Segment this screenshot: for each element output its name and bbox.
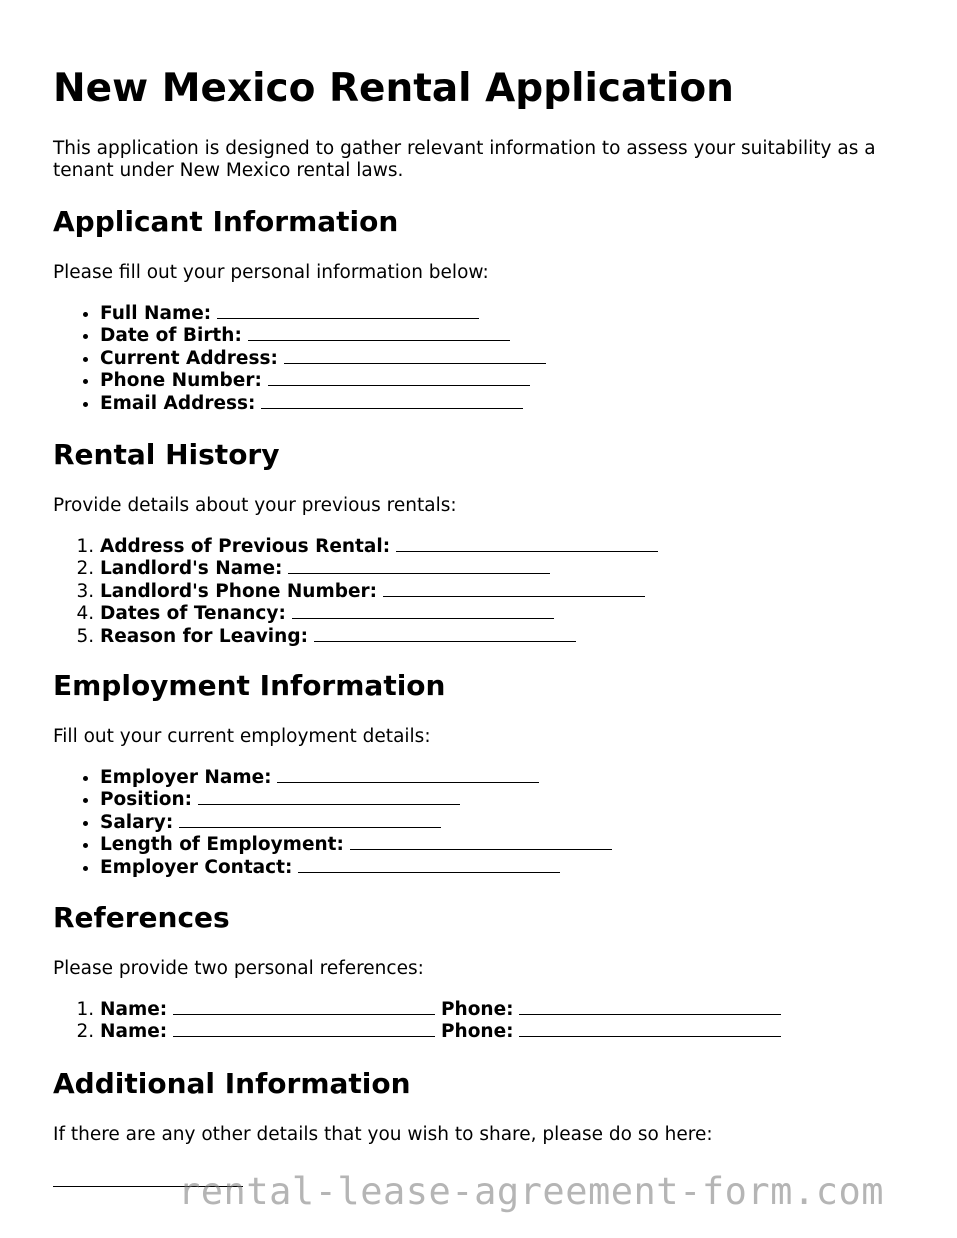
field-label: Length of Employment: <box>100 834 344 856</box>
field-label: Email Address: <box>100 392 256 414</box>
current-address-blank[interactable] <box>284 348 546 364</box>
additional-heading: Additional Information <box>53 1067 411 1100</box>
rental-history-prompt: Provide details about your previous rentals: <box>53 495 457 516</box>
applicant-heading: Applicant Information <box>53 205 399 238</box>
ref-phone-label: Phone: <box>440 999 514 1020</box>
reference-2-name-blank[interactable] <box>173 1021 435 1037</box>
list-item <box>100 303 546 325</box>
email-address-blank[interactable] <box>261 393 523 409</box>
list-item <box>100 767 612 789</box>
intro-text: This application is designed to gather relevant information to assess your suitability as a tenant under New Mexico rental laws. <box>53 138 876 181</box>
list-item <box>100 558 658 580</box>
reference-2-phone-blank[interactable] <box>519 1021 781 1037</box>
field-label: Landlord's Name: <box>100 558 283 580</box>
previous-address-blank[interactable] <box>396 536 658 552</box>
list-item <box>100 603 658 625</box>
list-item <box>100 789 612 811</box>
employer-contact-blank[interactable] <box>298 857 560 873</box>
field-label: Employer Contact: <box>100 856 293 878</box>
phone-number-blank[interactable] <box>268 370 530 386</box>
field-label: Landlord's Phone Number: <box>100 580 378 602</box>
watermark: rental-lease-agreement-form.com <box>178 1170 885 1213</box>
rental-history-fields <box>53 536 658 648</box>
tenancy-dates-blank[interactable] <box>292 603 554 619</box>
employment-fields <box>53 767 612 879</box>
field-label: Reason for Leaving: <box>100 625 308 647</box>
field-label: Phone Number: <box>100 370 262 392</box>
rental-history-heading: Rental History <box>53 438 280 471</box>
list-item <box>100 834 612 856</box>
employer-name-blank[interactable] <box>277 767 539 783</box>
ref-name-label: Name: <box>100 999 168 1020</box>
field-label: Salary: <box>100 811 174 833</box>
reference-1-name-blank[interactable] <box>173 999 435 1015</box>
field-label: Address of Previous Rental: <box>100 536 391 557</box>
field-label: Current Address: <box>100 347 278 369</box>
date-of-birth-blank[interactable] <box>248 325 510 341</box>
list-item <box>100 370 546 392</box>
salary-blank[interactable] <box>179 812 441 828</box>
position-blank[interactable] <box>198 789 460 805</box>
field-label: Dates of Tenancy: <box>100 603 286 625</box>
reference-1-phone-blank[interactable] <box>519 999 781 1015</box>
applicant-fields <box>53 303 546 415</box>
employment-heading: Employment Information <box>53 669 446 702</box>
landlord-phone-blank[interactable] <box>383 581 645 597</box>
list-item <box>100 626 658 648</box>
field-label: Position: <box>100 789 193 811</box>
list-item <box>100 857 612 879</box>
employment-length-blank[interactable] <box>350 834 612 850</box>
full-name-blank[interactable] <box>217 303 479 319</box>
list-item <box>100 999 781 1021</box>
list-item <box>100 325 546 347</box>
applicant-prompt: Please fill out your personal information below: <box>53 262 489 283</box>
page-title: New Mexico Rental Application <box>53 66 734 111</box>
list-item <box>100 348 546 370</box>
list-item <box>100 812 612 834</box>
field-label: Full Name: <box>100 303 212 324</box>
list-item <box>100 1021 781 1043</box>
list-item <box>100 536 658 558</box>
ref-phone-label: Phone: <box>440 1021 514 1043</box>
references-prompt: Please provide two personal references: <box>53 958 424 979</box>
references-heading: References <box>53 901 230 934</box>
field-label: Employer Name: <box>100 767 272 788</box>
additional-prompt: If there are any other details that you wish to share, please do so here: <box>53 1124 713 1145</box>
list-item <box>100 393 546 415</box>
employment-prompt: Fill out your current employment details: <box>53 726 431 747</box>
field-label: Date of Birth: <box>100 325 242 347</box>
references-list <box>53 999 781 1044</box>
landlord-name-blank[interactable] <box>288 558 550 574</box>
list-item <box>100 581 658 603</box>
ref-name-label: Name: <box>100 1021 168 1043</box>
reason-leaving-blank[interactable] <box>314 626 576 642</box>
